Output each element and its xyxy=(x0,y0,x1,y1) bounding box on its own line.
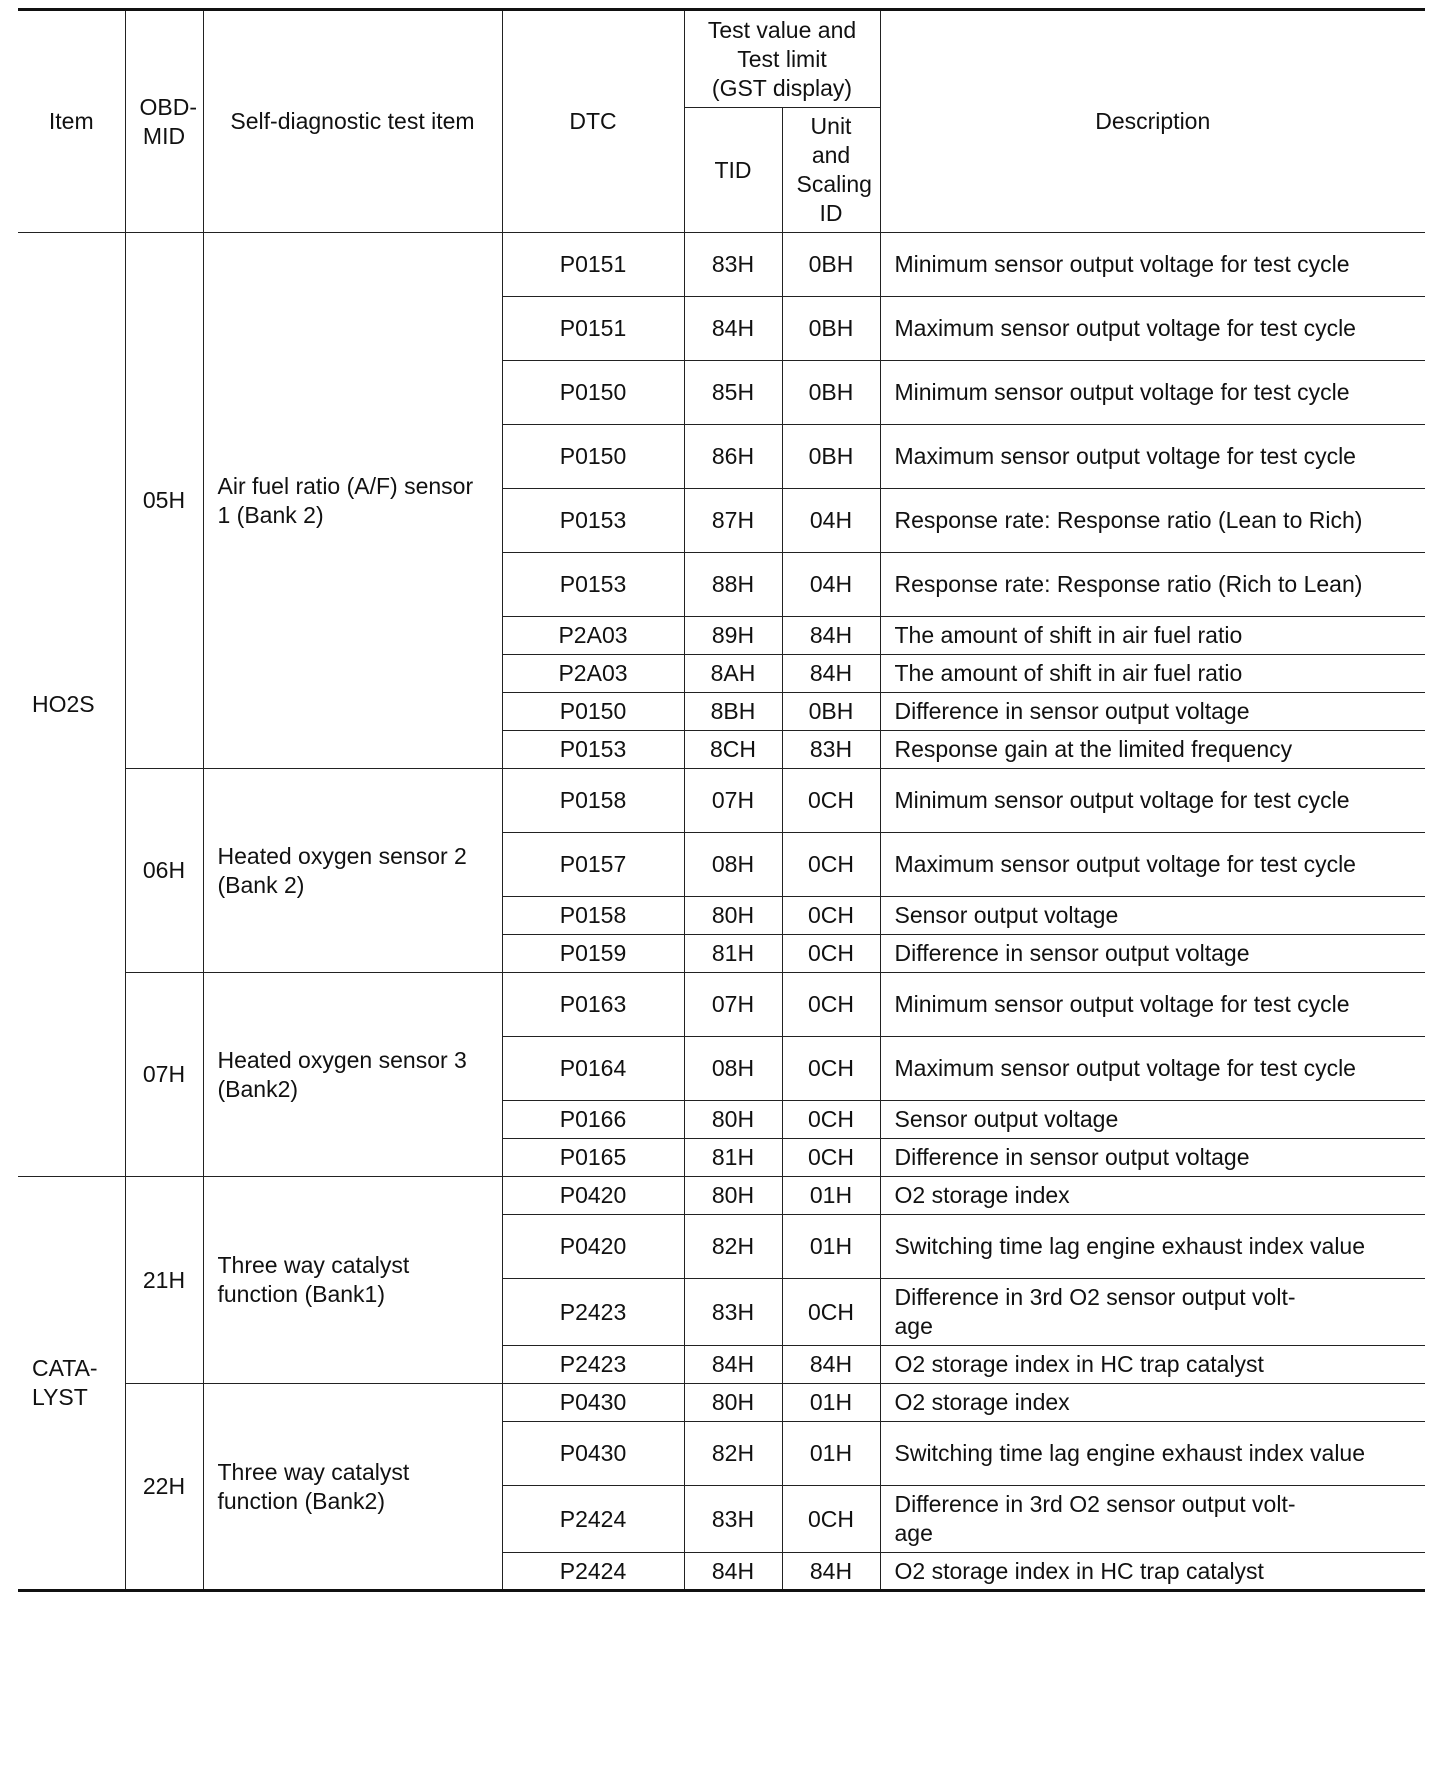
tid-cell: 86H xyxy=(684,425,782,489)
table-body xyxy=(18,233,1425,1591)
unit-scaling-cell: 84H xyxy=(782,1553,880,1591)
tid-cell: 07H xyxy=(684,973,782,1037)
tid-cell: 83H xyxy=(684,1486,782,1553)
obd-mid-cell: 07H xyxy=(125,973,203,1177)
dtc-cell: P0150 xyxy=(502,425,684,489)
description-cell: Response gain at the limited frequency xyxy=(880,731,1425,769)
tid-cell: 08H xyxy=(684,1037,782,1101)
table-row xyxy=(18,1177,1425,1215)
header-dtc: DTC xyxy=(502,10,684,233)
dtc-cell: P0157 xyxy=(502,833,684,897)
dtc-cell: P0420 xyxy=(502,1177,684,1215)
unit-scaling-cell: 84H xyxy=(782,617,880,655)
dtc-cell: P0158 xyxy=(502,769,684,833)
description-cell: Maximum sensor output voltage for test cycle xyxy=(880,297,1425,361)
unit-scaling-cell: 0CH xyxy=(782,973,880,1037)
header-description: Description xyxy=(880,10,1425,233)
description-cell: Response rate: Response ratio (Rich to Lean) xyxy=(880,553,1425,617)
dtc-cell: P2424 xyxy=(502,1553,684,1591)
tid-cell: 84H xyxy=(684,297,782,361)
tid-cell: 8BH xyxy=(684,693,782,731)
description-cell: Minimum sensor output voltage for test cycle xyxy=(880,973,1425,1037)
table-row xyxy=(18,973,1425,1037)
unit-scaling-cell: 0CH xyxy=(782,897,880,935)
unit-scaling-cell: 83H xyxy=(782,731,880,769)
table-row xyxy=(18,1384,1425,1422)
description-cell: Switching time lag engine exhaust index value xyxy=(880,1215,1425,1279)
test-item-cell: Heated oxygen sensor 2 (Bank 2) xyxy=(203,769,502,973)
dtc-cell: P0151 xyxy=(502,297,684,361)
tid-cell: 88H xyxy=(684,553,782,617)
dtc-cell: P2A03 xyxy=(502,617,684,655)
dtc-cell: P2423 xyxy=(502,1346,684,1384)
tid-cell: 81H xyxy=(684,1139,782,1177)
unit-scaling-cell: 0CH xyxy=(782,1279,880,1346)
header-obd-mid: OBD- MID xyxy=(125,10,203,233)
description-cell: Minimum sensor output voltage for test cycle xyxy=(880,769,1425,833)
tid-cell: 80H xyxy=(684,1101,782,1139)
unit-scaling-cell: 0BH xyxy=(782,361,880,425)
description-cell: Difference in 3rd O2 sensor output volt- age xyxy=(880,1279,1425,1346)
tid-cell: 80H xyxy=(684,1384,782,1422)
test-item-cell: Three way catalyst function (Bank1) xyxy=(203,1177,502,1384)
description-cell: Difference in sensor output voltage xyxy=(880,693,1425,731)
table-row xyxy=(18,769,1425,833)
unit-scaling-cell: 0BH xyxy=(782,233,880,297)
dtc-cell: P0153 xyxy=(502,553,684,617)
dtc-cell: P0163 xyxy=(502,973,684,1037)
description-cell: Difference in sensor output voltage xyxy=(880,935,1425,973)
unit-scaling-cell: 0BH xyxy=(782,297,880,361)
unit-scaling-cell: 0CH xyxy=(782,1486,880,1553)
unit-scaling-cell: 0BH xyxy=(782,425,880,489)
description-cell: Minimum sensor output voltage for test cycle xyxy=(880,361,1425,425)
unit-scaling-cell: 01H xyxy=(782,1422,880,1486)
unit-scaling-cell: 0CH xyxy=(782,1037,880,1101)
tid-cell: 84H xyxy=(684,1553,782,1591)
dtc-cell: P0151 xyxy=(502,233,684,297)
item-cell: CATA- LYST xyxy=(18,1177,125,1591)
description-cell: Difference in 3rd O2 sensor output volt- age xyxy=(880,1486,1425,1553)
obd-mid-cell: 05H xyxy=(125,233,203,769)
dtc-cell: P0150 xyxy=(502,693,684,731)
tid-cell: 82H xyxy=(684,1422,782,1486)
dtc-cell: P0166 xyxy=(502,1101,684,1139)
description-cell: The amount of shift in air fuel ratio xyxy=(880,655,1425,693)
obd-mid-cell: 22H xyxy=(125,1384,203,1591)
tid-cell: 80H xyxy=(684,1177,782,1215)
description-cell: Sensor output voltage xyxy=(880,897,1425,935)
tid-cell: 8CH xyxy=(684,731,782,769)
description-cell: O2 storage index in HC trap catalyst xyxy=(880,1553,1425,1591)
item-cell: HO2S xyxy=(18,233,125,1177)
header-test-item: Self-diagnostic test item xyxy=(203,10,502,233)
description-cell: O2 storage index in HC trap catalyst xyxy=(880,1346,1425,1384)
tid-cell: 83H xyxy=(684,1279,782,1346)
dtc-cell: P2424 xyxy=(502,1486,684,1553)
dtc-cell: P0430 xyxy=(502,1422,684,1486)
unit-scaling-cell: 84H xyxy=(782,1346,880,1384)
dtc-cell: P2A03 xyxy=(502,655,684,693)
tid-cell: 07H xyxy=(684,769,782,833)
tid-cell: 87H xyxy=(684,489,782,553)
tid-cell: 89H xyxy=(684,617,782,655)
description-cell: O2 storage index xyxy=(880,1177,1425,1215)
obd-test-table xyxy=(18,8,1425,1592)
description-cell: Switching time lag engine exhaust index value xyxy=(880,1422,1425,1486)
test-item-cell: Heated oxygen sensor 3 (Bank2) xyxy=(203,973,502,1177)
tid-cell: 8AH xyxy=(684,655,782,693)
test-item-cell: Air fuel ratio (A/F) sensor 1 (Bank 2) xyxy=(203,233,502,769)
tid-cell: 83H xyxy=(684,233,782,297)
dtc-cell: P0150 xyxy=(502,361,684,425)
description-cell: Sensor output voltage xyxy=(880,1101,1425,1139)
unit-scaling-cell: 0CH xyxy=(782,935,880,973)
description-cell: Difference in sensor output voltage xyxy=(880,1139,1425,1177)
dtc-cell: P0430 xyxy=(502,1384,684,1422)
description-cell: Minimum sensor output voltage for test cycle xyxy=(880,233,1425,297)
unit-scaling-cell: 01H xyxy=(782,1384,880,1422)
dtc-cell: P0158 xyxy=(502,897,684,935)
tid-cell: 84H xyxy=(684,1346,782,1384)
unit-scaling-cell: 04H xyxy=(782,553,880,617)
unit-scaling-cell: 0CH xyxy=(782,833,880,897)
tid-cell: 81H xyxy=(684,935,782,973)
test-item-cell: Three way catalyst function (Bank2) xyxy=(203,1384,502,1591)
dtc-cell: P0153 xyxy=(502,489,684,553)
description-cell: Maximum sensor output voltage for test cycle xyxy=(880,1037,1425,1101)
unit-scaling-cell: 01H xyxy=(782,1177,880,1215)
dtc-cell: P2423 xyxy=(502,1279,684,1346)
description-cell: Maximum sensor output voltage for test cycle xyxy=(880,833,1425,897)
table-row xyxy=(18,233,1425,297)
unit-scaling-cell: 84H xyxy=(782,655,880,693)
description-cell: The amount of shift in air fuel ratio xyxy=(880,617,1425,655)
unit-scaling-cell: 01H xyxy=(782,1215,880,1279)
description-cell: O2 storage index xyxy=(880,1384,1425,1422)
unit-scaling-cell: 0CH xyxy=(782,769,880,833)
obd-mid-cell: 06H xyxy=(125,769,203,973)
tid-cell: 82H xyxy=(684,1215,782,1279)
tid-cell: 08H xyxy=(684,833,782,897)
dtc-cell: P0164 xyxy=(502,1037,684,1101)
obd-mid-cell: 21H xyxy=(125,1177,203,1384)
table-header xyxy=(18,10,1425,233)
dtc-cell: P0153 xyxy=(502,731,684,769)
unit-scaling-cell: 0BH xyxy=(782,693,880,731)
dtc-cell: P0165 xyxy=(502,1139,684,1177)
description-cell: Maximum sensor output voltage for test cycle xyxy=(880,425,1425,489)
unit-scaling-cell: 0CH xyxy=(782,1139,880,1177)
dtc-cell: P0420 xyxy=(502,1215,684,1279)
unit-scaling-cell: 0CH xyxy=(782,1101,880,1139)
tid-cell: 80H xyxy=(684,897,782,935)
header-item: Item xyxy=(18,10,125,233)
unit-scaling-cell: 04H xyxy=(782,489,880,553)
dtc-cell: P0159 xyxy=(502,935,684,973)
header-unit-scaling: Unit and Scaling ID xyxy=(782,108,880,233)
tid-cell: 85H xyxy=(684,361,782,425)
header-test-value: Test value and Test limit (GST display) xyxy=(684,10,880,108)
description-cell: Response rate: Response ratio (Lean to Rich) xyxy=(880,489,1425,553)
header-tid: TID xyxy=(684,108,782,233)
